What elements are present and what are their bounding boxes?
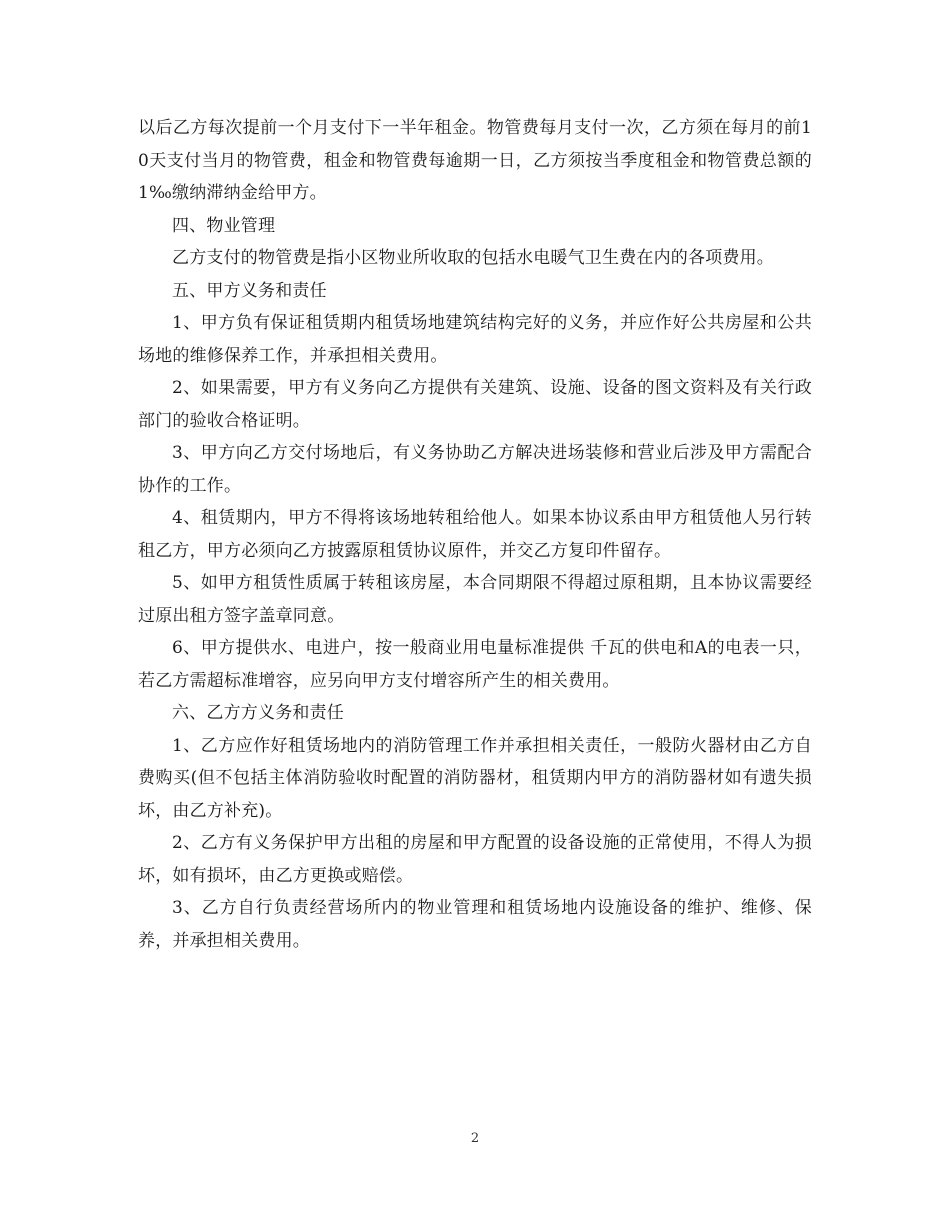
paragraph: 3、乙方自行负责经营场所内的物业管理和租赁场地内设施设备的维护、维修、保养，并承担相关费用。 [138,898,812,951]
paragraph: 1、乙方应作好租赁场地内的消防管理工作并承担相关责任，一般防火器材由乙方自费购买(但不包括主体消防验收时配置的消防器材，租赁期内甲方的消防器材如有遗失损坏，由乙方补充)。 [138,735,812,821]
paragraph: 以后乙方每次提前一个月支付下一半年租金。物管费每月支付一次，乙方须在每月的前10天支付当月的物管费，租金和物管费每逾期一日，乙方须按当季度租金和物管费总额的1‰缴纳滞纳金给甲方。 [138,118,812,203]
paragraph: 1、甲方负有保证租赁期内租赁场地建筑结构完好的义务，并应作好公共房屋和公共场地的维修保养工作，并承担相关费用。 [138,313,812,366]
paragraph: 5、如甲方租赁性质属于转租该房屋，本合同期限不得超过原租期，且本协议需要经过原出租方签字盖章同意。 [138,573,812,626]
paragraph: 2、乙方有义务保护甲方出租的房屋和甲方配置的设备设施的正常使用，不得人为损坏，如有损坏，由乙方更换或赔偿。 [138,833,812,886]
paragraph: 2、如果需要，甲方有义务向乙方提供有关建筑、设施、设备的图文资料及有关行政部门的验收合格证明。 [138,378,812,431]
paragraph: 4、租赁期内，甲方不得将该场地转租给他人。如果本协议系由甲方租赁他人另行转租乙方，甲方必须向乙方披露原租赁协议原件，并交乙方复印件留存。 [138,508,812,561]
paragraph: 3、甲方向乙方交付场地后，有义务协助乙方解决进场装修和营业后涉及甲方需配合协作的工作。 [138,443,812,496]
paragraph: 六、乙方方义务和责任 [172,703,344,723]
paragraph: 四、物业管理 [172,215,276,236]
document-body [138,112,812,957]
paragraph: 6、甲方提供水、电进户，按一般商业用电量标准提供 千瓦的供电和A的电表一只，若乙方需超标准增容，应另向甲方支付增容所产生的相关费用。 [138,638,812,691]
page-number: 2 [470,1131,480,1146]
paragraph: 五、甲方义务和责任 [172,280,327,301]
paragraph: 乙方支付的物管费是指小区物业所收取的包括水电暖气卫生费在内的各项费用。 [172,248,774,268]
